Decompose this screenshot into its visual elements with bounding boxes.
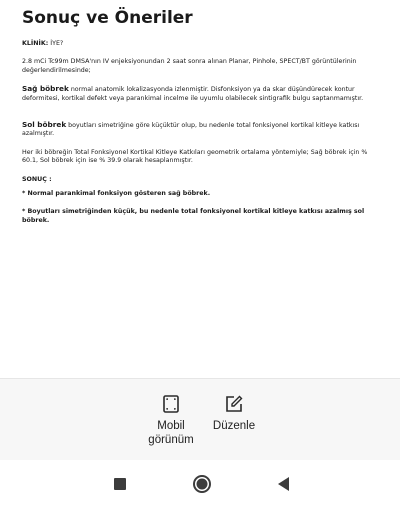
back-triangle-icon[interactable]: [274, 474, 294, 494]
mobile-view-icon: [162, 395, 180, 413]
result-item-1: * Normal parankimal fonksiyon gösteren sağ böbrek.: [22, 190, 211, 198]
page-title: Sonuç ve Öneriler: [22, 8, 193, 28]
clinic-line: [22, 40, 384, 48]
right-kidney-text: normal anatomik lokalizasyonda izlenmiştir. Disfonksiyon ya da skar düşündürecek kontur deformitesi, kortikal defekt veya parankimal incelme ile uyumlu olabilecek sintigrafik bulgu saptanmamıştır.: [22, 86, 364, 102]
function-paragraph: Her iki böbreğin Total Fonksiyonel Kortikal Kitleye Katkıları geometrik ortalama yöntemiyle; Sağ böbrek için % 60.1, Sol böbrek için ise % 39.9 olarak hesaplanmıştır.: [22, 148, 368, 165]
mobile-view-label-line2: görünüm: [148, 434, 194, 446]
recents-square-icon[interactable]: [110, 474, 130, 494]
result-item-2: * Boyutları simetriğinden küçük, bu nedenle total fonksiyonel kortikal kitleye katkısı azalmış sol böbrek.: [22, 208, 365, 224]
system-navigation-bar: [0, 460, 400, 508]
right-kidney-paragraph: [22, 85, 384, 103]
right-kidney-label: Sağ böbrek: [22, 84, 69, 94]
edit-button[interactable]: [194, 395, 274, 433]
edit-icon: [225, 395, 243, 413]
mobile-view-label-line1: Mobil: [157, 420, 185, 432]
intro-paragraph: 2.8 mCi Tc99m DMSA'nın IV enjeksiyonundan 2 saat sonra alınan Planar, Pinhole, SPECT/BT görüntülerinin değerlendirilmesinde;: [22, 58, 357, 74]
left-kidney-text: boyutları simetriğine göre küçüktür olup, bu nedenle total fonksiyonel kortikal kitleye katkısı azalmıştır.: [22, 122, 360, 138]
home-circle-icon[interactable]: [192, 474, 212, 494]
edit-label: Düzenle: [212, 420, 256, 432]
bottom-toolbar: [0, 378, 400, 461]
left-kidney-label: Sol böbrek: [22, 120, 67, 130]
left-kidney-paragraph: [22, 121, 384, 139]
result-label: SONUÇ :: [22, 175, 52, 183]
clinic-label: KLİNİK:: [22, 40, 49, 47]
clinic-value: İYE?: [48, 40, 64, 47]
